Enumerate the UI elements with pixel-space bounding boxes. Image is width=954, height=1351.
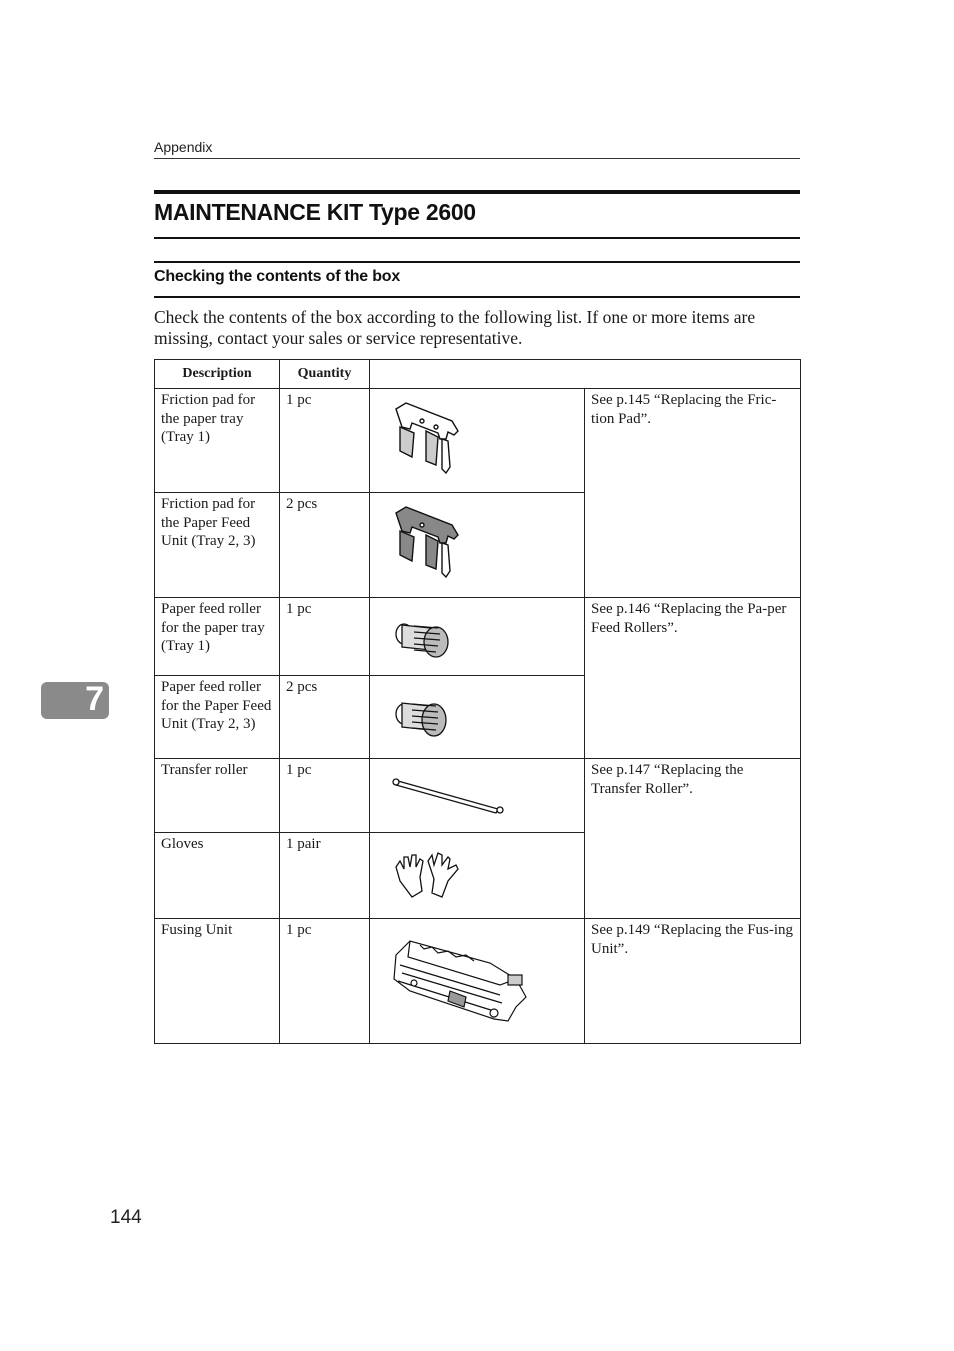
section-title: Checking the contents of the box bbox=[154, 268, 401, 285]
row-quantity: 2 pcs bbox=[280, 493, 370, 598]
running-header: Appendix bbox=[154, 139, 213, 155]
row-description: Friction pad for the paper tray (Tray 1) bbox=[155, 389, 280, 493]
row-image bbox=[370, 676, 585, 759]
row-quantity: 1 pc bbox=[280, 389, 370, 493]
table-row bbox=[155, 598, 801, 676]
table-row bbox=[155, 389, 801, 493]
row-image bbox=[370, 833, 585, 919]
row-image bbox=[370, 919, 585, 1044]
row-quantity: 1 pc bbox=[280, 759, 370, 833]
row-description: Transfer roller bbox=[155, 759, 280, 833]
table-header-row bbox=[155, 360, 801, 389]
header-rule bbox=[154, 158, 800, 159]
friction-pad-icon bbox=[392, 399, 464, 474]
section-rule-top bbox=[154, 261, 800, 263]
row-description: Paper feed roller for the paper tray (Tray 1) bbox=[155, 598, 280, 676]
paper-feed-roller-icon bbox=[392, 692, 454, 740]
header-blank bbox=[370, 360, 801, 389]
title-rule-top bbox=[154, 190, 800, 194]
title-rule-bottom bbox=[154, 237, 800, 239]
row-reference: See p.145 “Replacing the Fric-tion Pad”. bbox=[585, 389, 801, 598]
gloves-icon bbox=[392, 851, 462, 901]
row-reference: See p.149 “Replacing the Fus-ing Unit”. bbox=[585, 919, 801, 1044]
table-row bbox=[155, 919, 801, 1044]
header-quantity: Quantity bbox=[280, 360, 370, 389]
paper-feed-roller-icon bbox=[392, 612, 454, 660]
row-image bbox=[370, 598, 585, 676]
friction-pad-icon bbox=[392, 503, 464, 578]
section-rule-bottom bbox=[154, 296, 800, 298]
chapter-number: 7 bbox=[85, 680, 104, 718]
row-quantity: 1 pc bbox=[280, 598, 370, 676]
row-image bbox=[370, 759, 585, 833]
row-description: Fusing Unit bbox=[155, 919, 280, 1044]
contents-table bbox=[154, 359, 801, 1044]
intro-paragraph: Check the contents of the box according to the following list. If one or more items are missing, contact your sales or service representative. bbox=[154, 307, 756, 348]
chapter-tab bbox=[41, 682, 109, 719]
page-number: 144 bbox=[110, 1207, 142, 1228]
row-image bbox=[370, 389, 585, 493]
row-image bbox=[370, 493, 585, 598]
page-title: MAINTENANCE KIT Type 2600 bbox=[154, 199, 476, 225]
row-reference: See p.146 “Replacing the Pa-per Feed Rollers”. bbox=[585, 598, 801, 759]
table-row bbox=[155, 759, 801, 833]
row-description: Gloves bbox=[155, 833, 280, 919]
row-quantity: 1 pair bbox=[280, 833, 370, 919]
row-quantity: 2 pcs bbox=[280, 676, 370, 759]
header-description: Description bbox=[155, 360, 280, 389]
transfer-roller-icon bbox=[390, 773, 510, 817]
row-description: Paper feed roller for the Paper Feed Unit (Tray 2, 3) bbox=[155, 676, 280, 759]
row-quantity: 1 pc bbox=[280, 919, 370, 1044]
fusing-unit-icon bbox=[390, 935, 532, 1027]
row-description: Friction pad for the Paper Feed Unit (Tray 2, 3) bbox=[155, 493, 280, 598]
row-reference: See p.147 “Replacing the Transfer Roller”. bbox=[585, 759, 801, 919]
